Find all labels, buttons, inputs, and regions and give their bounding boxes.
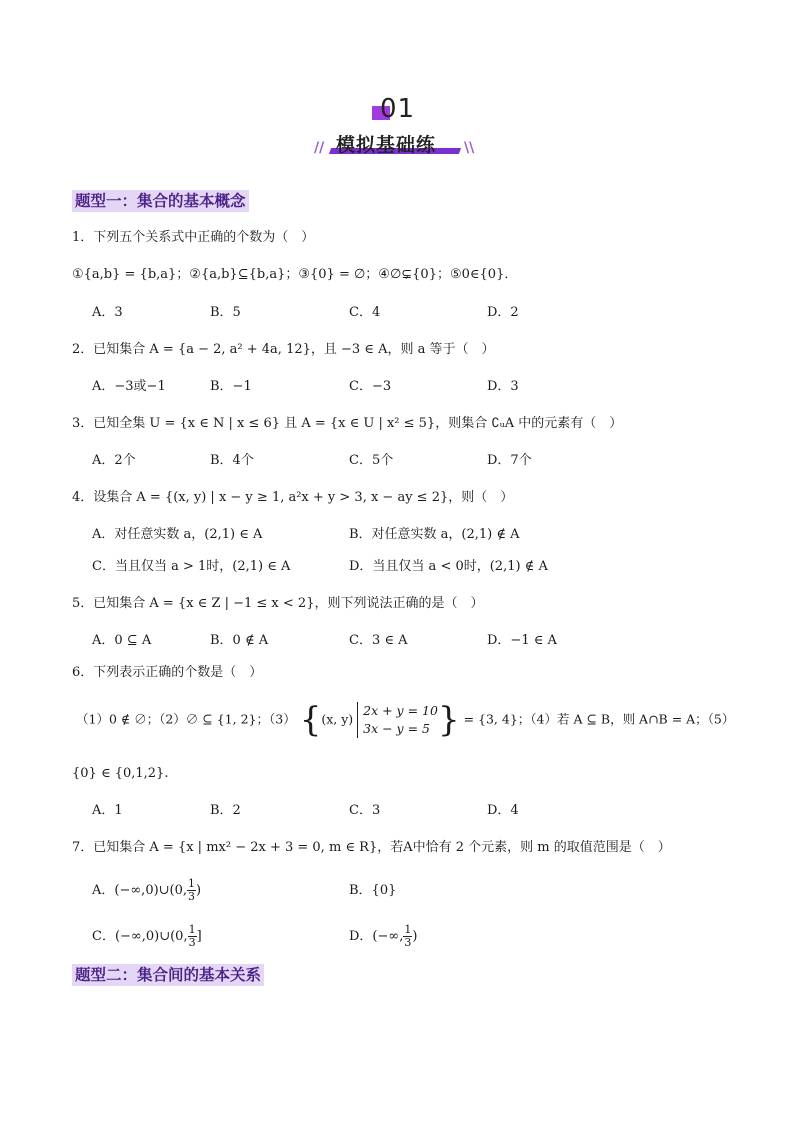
- section-header: [300, 92, 500, 162]
- question-1-option-d: D．2: [487, 305, 519, 320]
- header-left-marks: //: [314, 140, 325, 156]
- option-d-tail: ): [412, 929, 418, 944]
- fraction-numerator: 1: [188, 877, 196, 890]
- question-6-part-post: = {3, 4}；（4）若 A ⊆ B，则 A∩B = A；（5）: [463, 711, 735, 727]
- question-7-option-d: [349, 924, 417, 949]
- header-number: 01: [380, 94, 416, 124]
- question-2-option-c: C．−3: [349, 379, 392, 394]
- fraction: [188, 924, 197, 949]
- question-7-option-a: [92, 878, 201, 903]
- question-4-stem: 4．设集合 A = {(x, y) | x − y ≥ 1, a²x + y > 3, x − ay ≤ 2}，则（ ）: [72, 490, 514, 505]
- question-3-stem: 3．已知全集 U = {x ∈ N | x ≤ 6} 且 A = {x ∈ U | x² ≤ 5}，则集合 ∁ᵤA 中的元素有（ ）: [72, 416, 623, 431]
- fraction-denominator: 3: [404, 936, 412, 949]
- question-6-part-pre: （1）0 ∉ ∅；（2）∅ ⊆ {1, 2}；（3）: [76, 711, 296, 727]
- set-close-brace-icon: }: [437, 700, 460, 740]
- fraction-denominator: 3: [188, 936, 196, 949]
- fraction: [403, 924, 412, 949]
- option-c-tail: ]: [196, 929, 202, 944]
- question-6-option-d: D．4: [487, 803, 519, 818]
- header-right-marks: \\: [464, 140, 475, 156]
- option-c-text: C．(−∞,0)∪(0,: [92, 929, 188, 944]
- question-4-option-b: B．对任意实数 a，(2,1) ∉ A: [349, 527, 520, 542]
- question-4-option-a: A．对任意实数 a，(2,1) ∈ A: [92, 527, 263, 542]
- option-a-text: A．(−∞,0)∪(0,: [92, 883, 188, 898]
- question-5-option-d: D．−1 ∈ A: [487, 633, 557, 648]
- fraction-numerator: 1: [404, 923, 412, 936]
- option-a-tail: ): [196, 883, 202, 898]
- equation-1: 2x + y = 10: [363, 703, 438, 718]
- question-1-stem: 1．下列五个关系式中正确的个数为（ ）: [72, 230, 315, 245]
- question-6-option-a: A．1: [92, 803, 123, 818]
- question-6-set-element: (x, y): [321, 711, 354, 727]
- section-title-1: 题型一：集合的基本概念: [72, 190, 249, 212]
- question-6-stem: 6．下列表示正确的个数是（ ）: [72, 665, 263, 680]
- question-6-option-b: B．2: [210, 803, 241, 818]
- fraction: [187, 878, 196, 903]
- header-title: 模拟基础练: [336, 134, 437, 156]
- question-5-option-b: B．0 ∉ A: [210, 633, 269, 648]
- question-5-option-a: A．0 ⊆ A: [92, 633, 152, 648]
- question-7-option-c: [92, 924, 202, 949]
- question-6-statement-5: {0} ∈ {0,1,2}.: [72, 766, 169, 781]
- question-2-option-a: A．−3或−1: [92, 379, 166, 394]
- question-3-option-b: B．4个: [210, 453, 254, 468]
- question-6-statements: [76, 700, 734, 740]
- question-4-option-c: C．当且仅当 a > 1时，(2,1) ∈ A: [92, 559, 291, 574]
- question-1-option-a: A．3: [92, 305, 123, 320]
- question-3-option-c: C．5个: [349, 453, 394, 468]
- question-3-option-a: A．2个: [92, 453, 136, 468]
- question-7-option-b: B．{0}: [349, 883, 397, 898]
- question-7-stem: 7．已知集合 A = {x | mx² − 2x + 3 = 0, m ∈ R}，若A中恰有 2 个元素，则 m 的取值范围是（ ）: [72, 840, 671, 855]
- question-6-option-c: C．3: [349, 803, 381, 818]
- question-1-option-c: C．4: [349, 305, 381, 320]
- question-4-option-d: D．当且仅当 a < 0时，(2,1) ∉ A: [349, 559, 548, 574]
- question-5-option-c: C．3 ∈ A: [349, 633, 408, 648]
- question-3-option-d: D．7个: [487, 453, 532, 468]
- option-d-text: D．(−∞,: [349, 929, 404, 944]
- equation-2: 3x − y = 5: [363, 721, 430, 736]
- fraction-denominator: 3: [188, 890, 196, 903]
- set-open-brace-icon: {: [299, 700, 322, 740]
- question-1-option-b: B．5: [210, 305, 241, 320]
- question-2-option-d: D．3: [487, 379, 519, 394]
- fraction-numerator: 1: [188, 923, 196, 936]
- question-1-statements: ①{a,b} = {b,a}；②{a,b}⊆{b,a}；③{0} = ∅；④∅⊊{0}；⑤0∈{0}．: [72, 267, 518, 282]
- equation-system: [357, 702, 438, 738]
- question-2-option-b: B．−1: [210, 379, 252, 394]
- question-2-stem: 2．已知集合 A = {a − 2, a² + 4a, 12}，且 −3 ∈ A，则 a 等于（ ）: [72, 342, 495, 357]
- question-5-stem: 5．已知集合 A = {x ∈ Z | −1 ≤ x < 2}，则下列说法正确的是（ ）: [72, 596, 484, 611]
- section-title-2: 题型二：集合间的基本关系: [72, 964, 264, 986]
